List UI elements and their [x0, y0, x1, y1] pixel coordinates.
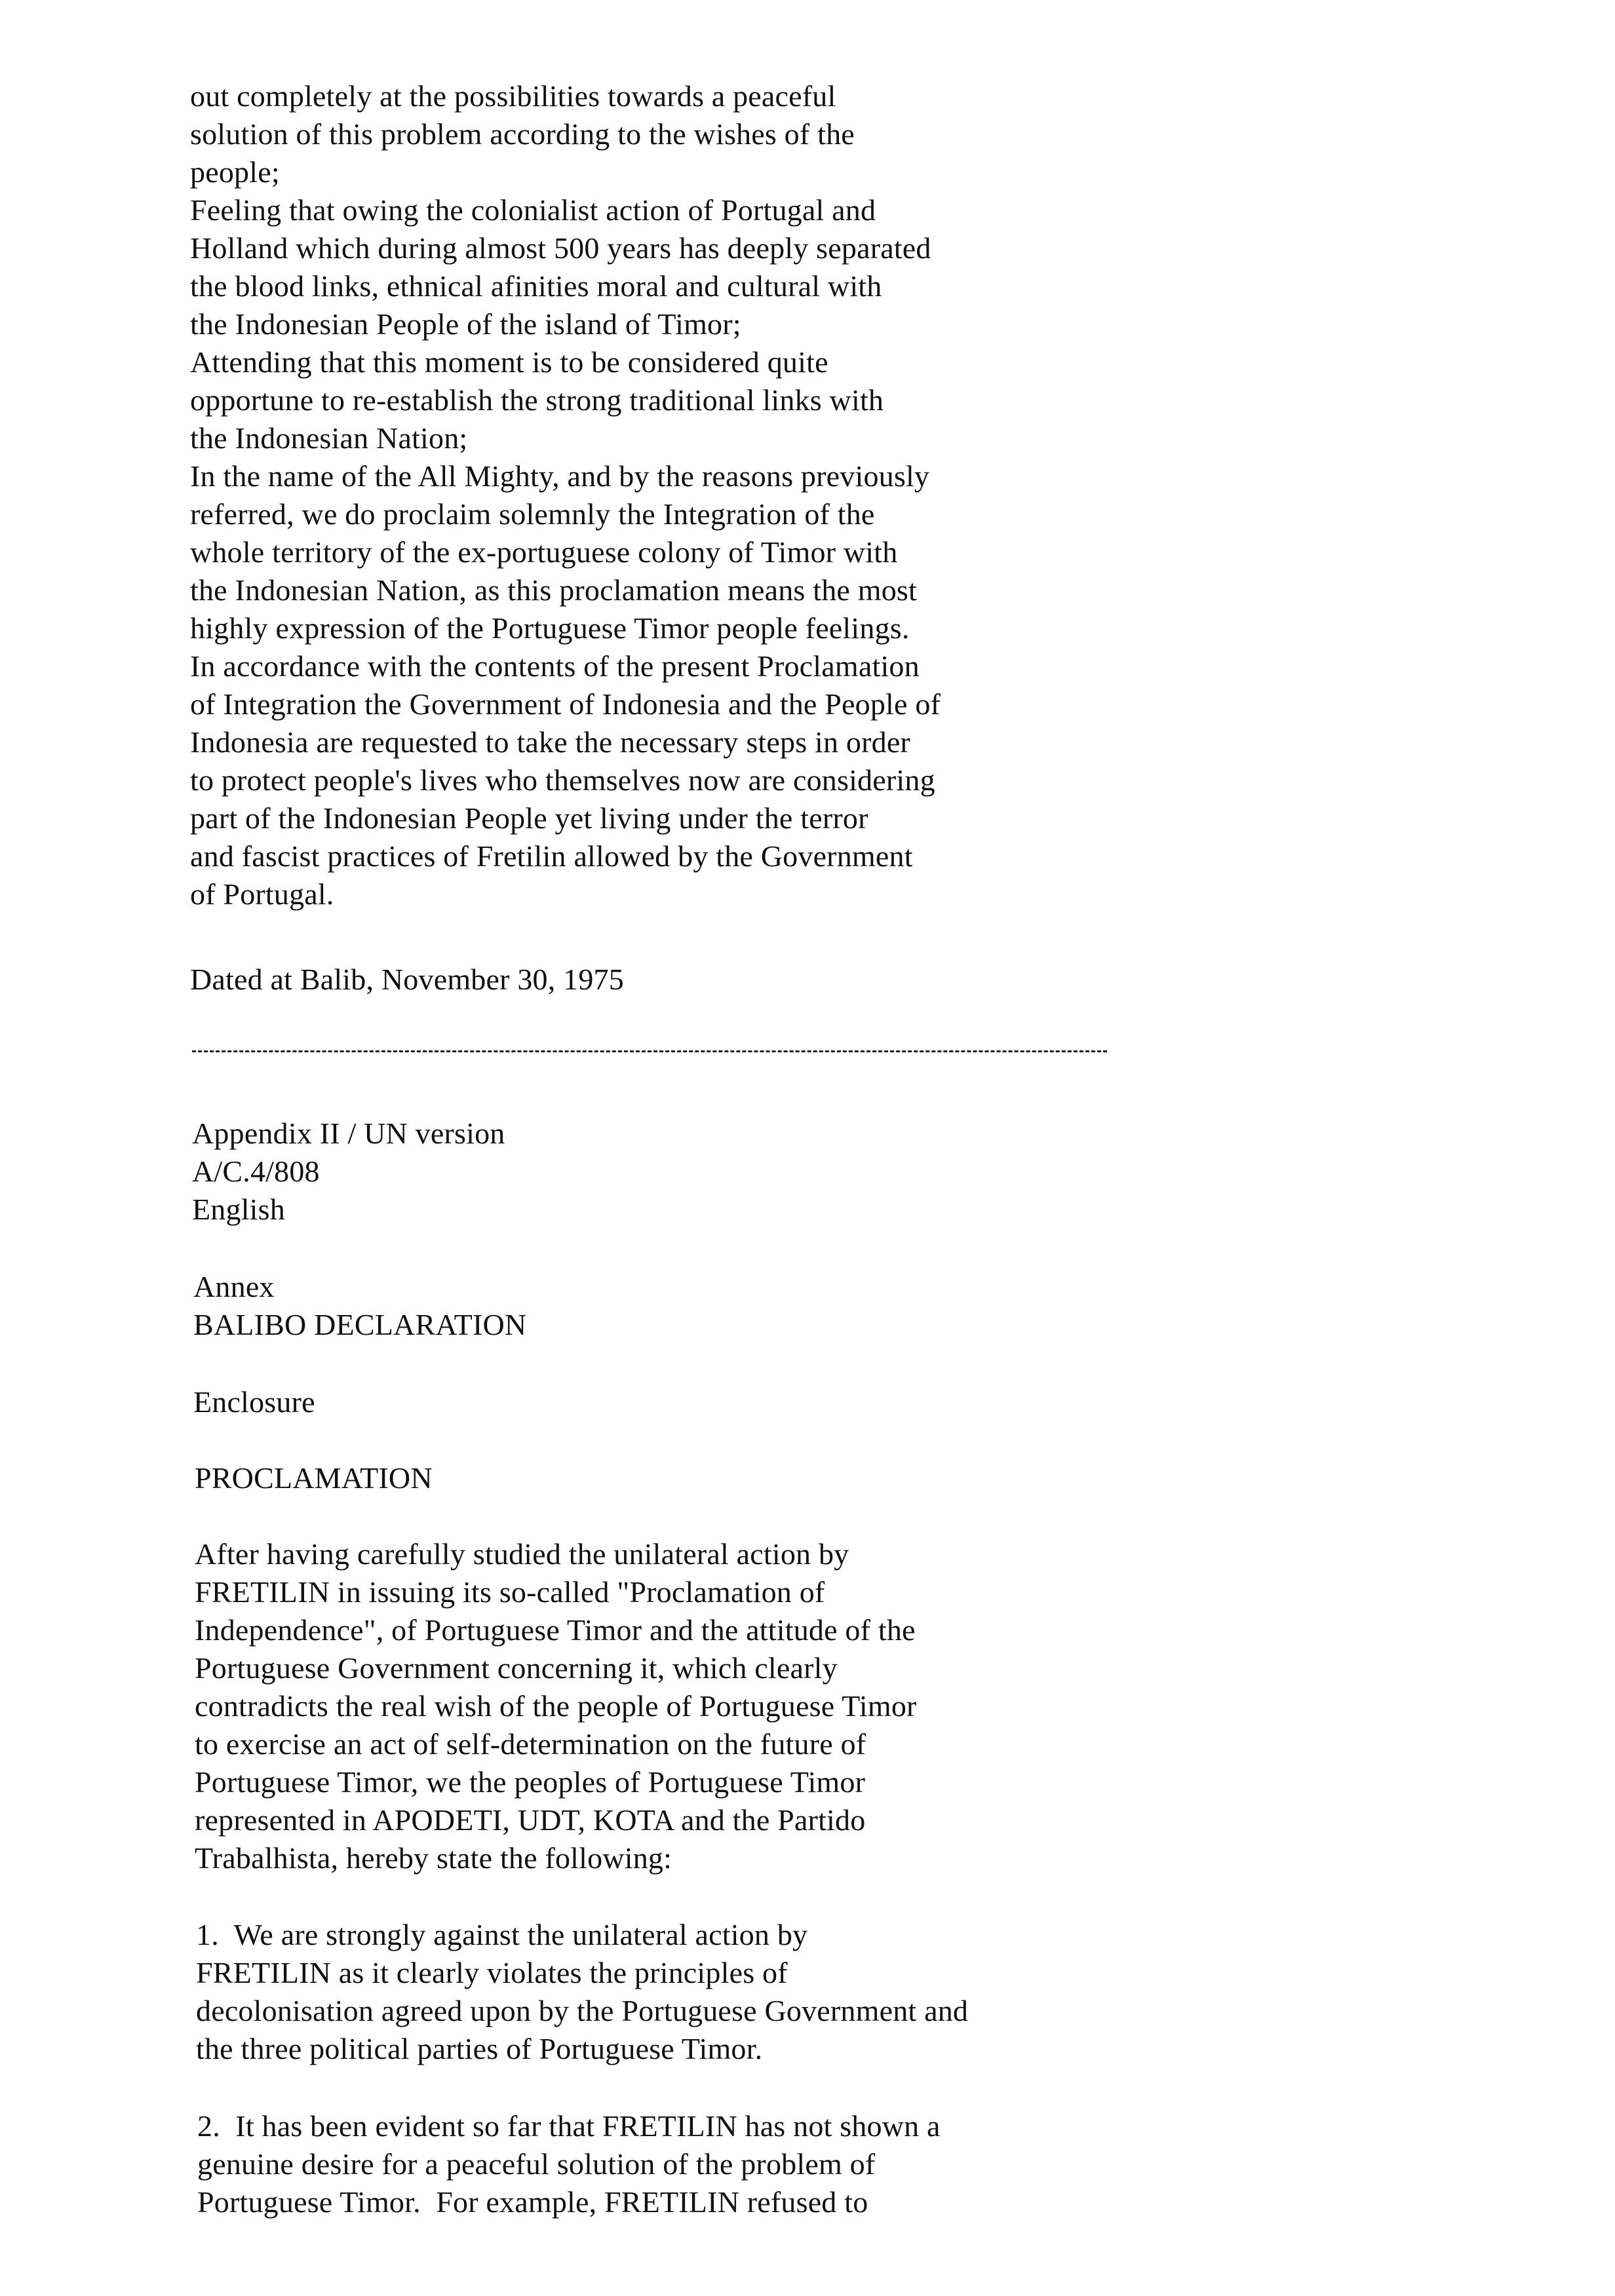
- text-line: Independence", of Portuguese Timor and the attitude of the: [195, 1613, 916, 1647]
- appendix-title: Appendix II / UN version: [192, 1117, 505, 1150]
- text-line: solution of this problem according to the wishes of the: [190, 117, 855, 151]
- text-line: and fascist practices of Fretilin allowed by the Government: [190, 839, 913, 873]
- text-line: In the name of the All Mighty, and by the reasons previously: [190, 459, 930, 493]
- text-line: the Indonesian People of the island of Timor;: [190, 307, 741, 341]
- text-line: opportune to re-establish the strong traditional links with: [190, 383, 884, 417]
- text-line: 1. We are strongly against the unilateral action by: [196, 1918, 808, 1951]
- text-line: Indonesia are requested to take the necessary steps in order: [190, 725, 910, 759]
- text-line: the three political parties of Portuguese Timor.: [196, 2032, 763, 2065]
- text-line: of Integration the Government of Indonesia and the People of: [190, 687, 941, 721]
- text-line: Trabalhista, hereby state the following:: [195, 1841, 672, 1875]
- text-line: Portuguese Timor. For example, FRETILIN refused to: [197, 2185, 868, 2219]
- text-line: the Indonesian Nation, as this proclamation means the most: [190, 573, 917, 607]
- text-line: contradicts the real wish of the people of Portuguese Timor: [195, 1689, 917, 1723]
- dashed-separator: [192, 1050, 1107, 1052]
- enclosure-label: Enclosure: [193, 1385, 315, 1419]
- text-line: Feeling that owing the colonialist action of Portugal and: [190, 193, 876, 227]
- text-line: 2. It has been evident so far that FRETILIN has not shown a: [197, 2109, 941, 2143]
- dated-line: Dated at Balib, November 30, 1975: [190, 963, 624, 996]
- text-line: out completely at the possibilities towards a peaceful: [190, 79, 836, 113]
- proclamation-title: PROCLAMATION: [195, 1461, 433, 1495]
- text-line: represented in APODETI, UDT, KOTA and the Partido: [195, 1803, 866, 1837]
- text-line: of Portugal.: [190, 877, 334, 911]
- annex-title: BALIBO DECLARATION: [193, 1308, 527, 1341]
- text-line: Portuguese Government concerning it, which clearly: [195, 1651, 838, 1685]
- text-line: to protect people's lives who themselves now are considering: [190, 763, 935, 797]
- text-line: Portuguese Timor, we the peoples of Portuguese Timor: [195, 1765, 866, 1799]
- text-line: decolonisation agreed upon by the Portuguese Government and: [196, 1994, 969, 2027]
- document-language: English: [192, 1193, 285, 1226]
- text-line: to exercise an act of self-determination on the future of: [195, 1727, 866, 1761]
- text-line: whole territory of the ex-portuguese colony of Timor with: [190, 535, 898, 569]
- text-line: FRETILIN in issuing its so-called "Proclamation of: [195, 1575, 825, 1609]
- text-line: part of the Indonesian People yet living under the terror: [190, 801, 868, 835]
- text-line: FRETILIN as it clearly violates the principles of: [196, 1956, 788, 1989]
- text-line: After having carefully studied the unilateral action by: [195, 1537, 849, 1571]
- annex-label: Annex: [193, 1270, 275, 1303]
- text-line: the blood links, ethnical afinities moral and cultural with: [190, 269, 882, 303]
- text-line: the Indonesian Nation;: [190, 421, 468, 455]
- text-line: Holland which during almost 500 years has deeply separated: [190, 231, 931, 265]
- text-line: genuine desire for a peaceful solution of the problem of: [197, 2147, 876, 2181]
- text-line: In accordance with the contents of the present Proclamation: [190, 649, 920, 683]
- text-line: referred, we do proclaim solemnly the Integration of the: [190, 497, 875, 531]
- text-line: people;: [190, 155, 280, 189]
- text-line: highly expression of the Portuguese Timor people feelings.: [190, 611, 910, 645]
- document-symbol: A/C.4/808: [192, 1155, 320, 1188]
- text-line: Attending that this moment is to be considered quite: [190, 345, 828, 379]
